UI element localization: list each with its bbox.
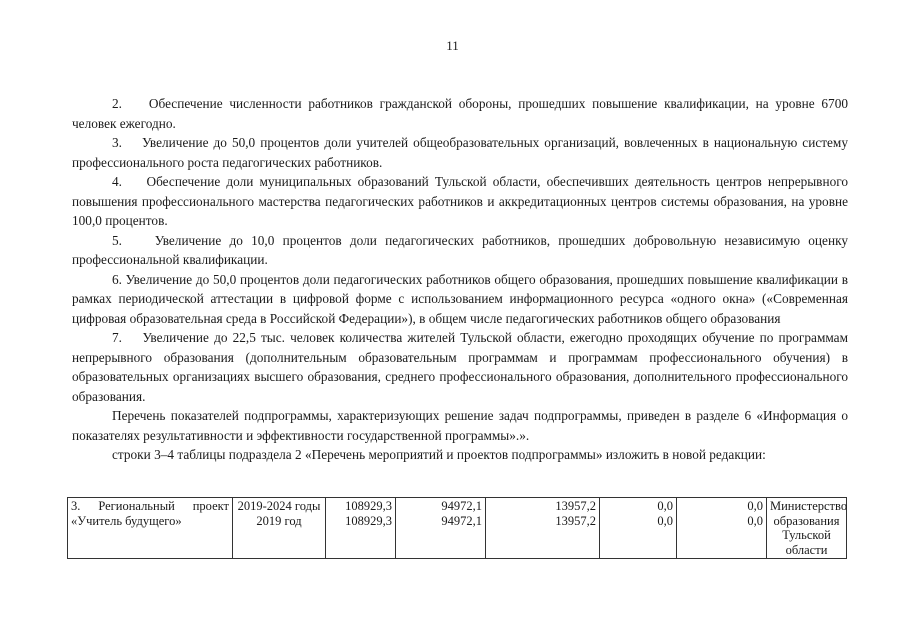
municipal-value: 0,0 <box>657 499 673 513</box>
executor-line: Министерство <box>770 499 848 513</box>
executor-line: образования <box>773 513 840 528</box>
federal-cell <box>396 498 486 559</box>
federal-value: 94972,1 <box>441 513 482 528</box>
executor-line: Тульской <box>782 528 831 542</box>
regional-value: 13957,2 <box>555 513 596 528</box>
project-name-cell: 3. Региональный проект «Учитель будущего» <box>68 498 233 559</box>
paragraph-item-6: 6. Увеличение до 50,0 процентов доли педагогических работников общего образования, прошедших повышение квалификации в рамках периодической аттестации в цифровой форме с использованием информационного ресурса «одного окна» («Современная цифровая образовательная среда в Российской Федерации»), в общем числе педагогических работников общего образования <box>72 271 848 326</box>
executor-cell <box>767 498 847 559</box>
other-value: 0,0 <box>747 513 763 528</box>
total-value: 108929,3 <box>345 499 392 513</box>
municipal-value: 0,0 <box>657 513 673 528</box>
municipal-cell <box>600 498 677 559</box>
projects-table <box>67 497 847 559</box>
total-value: 108929,3 <box>345 513 392 528</box>
page-number: 11 <box>446 38 459 53</box>
period-value: 2019-2024 годы <box>237 499 321 513</box>
regional-cell <box>486 498 600 559</box>
paragraph-indicators: Перечень показателей подпрограммы, характеризующих решение задач подпрограммы, приведен в разделе 6 «Информация о показателях результативности и эффективности государственной программы».». <box>72 408 848 443</box>
table-row <box>68 498 847 559</box>
paragraph-item-4: 4. Обеспечение доли муниципальных образований Тульской области, обеспечивших деятельность центров непрерывного повышения профессионального мастерства педагогических работников и аккредитационных центров системы образования, на уровне 100,0 процентов. <box>72 174 848 228</box>
paragraph-item-7: 7. Увеличение до 22,5 тыс. человек количества жителей Тульской области, ежегодно проходящих обучение по программам непрерывного образования (дополнительным образовательным программам и программам профессионального обучения) в образовательных организациях высшего образования, среднего профессионального образования, дополнительного профессионального образования. <box>72 330 848 404</box>
other-cell <box>677 498 767 559</box>
document-body <box>72 94 848 465</box>
paragraph-table-intro: строки 3–4 таблицы подраздела 2 «Перечень мероприятий и проектов подпрограммы» изложить в новой редакции: <box>112 447 766 462</box>
period-cell <box>233 498 326 559</box>
paragraph-item-2: 2. Обеспечение численности работников гражданской обороны, прошедших повышение квалификации, на уровне 6700 человек ежегодно. <box>72 96 848 131</box>
total-cell <box>326 498 396 559</box>
period-value: 2019 год <box>256 513 302 528</box>
regional-value: 13957,2 <box>555 499 596 513</box>
paragraph-item-3: 3. Увеличение до 50,0 процентов доли учителей общеобразовательных организаций, вовлеченных в национальную систему профессионального роста педагогических работников. <box>72 135 848 170</box>
paragraph-item-5: 5. Увеличение до 10,0 процентов доли педагогических работников, прошедших добровольную независимую оценку профессиональной квалификации. <box>72 232 848 267</box>
other-value: 0,0 <box>747 499 763 513</box>
federal-value: 94972,1 <box>441 499 482 513</box>
executor-line: области <box>785 542 828 557</box>
